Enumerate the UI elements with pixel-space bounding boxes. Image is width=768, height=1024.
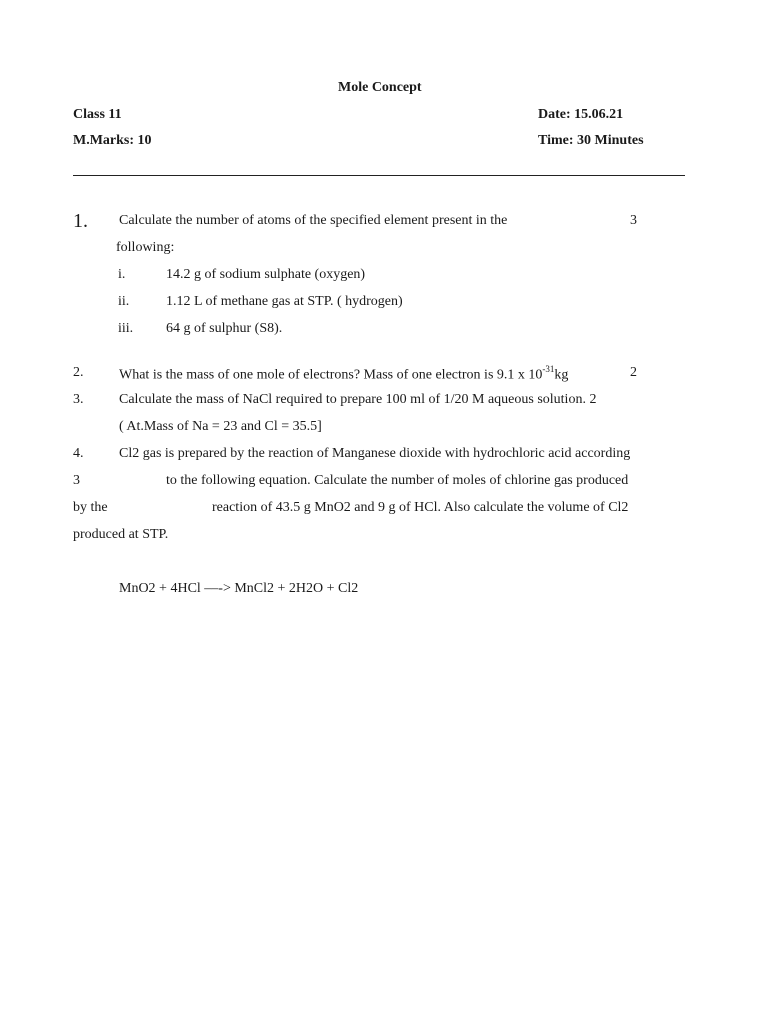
question-3-number: 3. [73, 392, 84, 407]
class-label: Class 11 [73, 107, 122, 122]
question-3-text-line2: ( At.Mass of Na = 23 and Cl = 35.5] [119, 419, 322, 434]
question-4-text-line3-right: reaction of 43.5 g MnO2 and 9 g of HCl. Also calculate the volume of Cl2 [212, 500, 629, 515]
question-2-exponent: -31 [542, 364, 555, 374]
question-4-text-line2: to the following equation. Calculate the number of moles of chlorine gas produced [166, 473, 629, 488]
question-1-number: 1. [73, 210, 88, 232]
question-1-item-text: 1.12 L of methane gas at STP. ( hydrogen) [166, 294, 403, 309]
question-4-text-line1: Cl2 gas is prepared by the reaction of Manganese dioxide with hydrochloric acid according [119, 446, 631, 461]
question-2-text-before: What is the mass of one mole of electrons? Mass of one electron is 9.1 x 10 [119, 367, 543, 383]
question-1-text-line1: Calculate the number of atoms of the specified element present in the [119, 213, 508, 228]
page-title: Mole Concept [338, 80, 422, 95]
time-label: Time: 30 Minutes [538, 133, 644, 148]
question-1-text-line2: following: [116, 240, 175, 255]
question-1-item-text: 64 g of sulphur (S8). [166, 321, 283, 336]
marks-label: M.Marks: 10 [73, 133, 152, 148]
question-2-text [119, 365, 568, 384]
question-4-text-line3-left: by the [73, 500, 108, 515]
question-2-text-after: kg [554, 367, 569, 383]
question-1-item-text: 14.2 g of sodium sulphate (oxygen) [166, 267, 366, 282]
question-2-marks: 2 [630, 365, 637, 380]
chemical-equation: MnO2 + 4HCl ––-> MnCl2 + 2H2O + Cl2 [119, 581, 359, 596]
question-1-item-roman: ii. [118, 294, 130, 309]
question-4-text-line4: produced at STP. [73, 527, 169, 542]
question-3-text-line1: Calculate the mass of NaCl required to prepare 100 ml of 1/20 M aqueous solution. 2 [119, 392, 597, 407]
question-4-marks: 3 [73, 473, 80, 488]
question-2-number: 2. [73, 365, 84, 380]
question-1-item-roman: iii. [118, 321, 134, 336]
header-divider [73, 175, 685, 176]
question-1-item-roman: i. [118, 267, 126, 282]
question-4-number: 4. [73, 446, 84, 461]
date-label: Date: 15.06.21 [538, 107, 624, 122]
question-1-marks: 3 [630, 213, 637, 228]
